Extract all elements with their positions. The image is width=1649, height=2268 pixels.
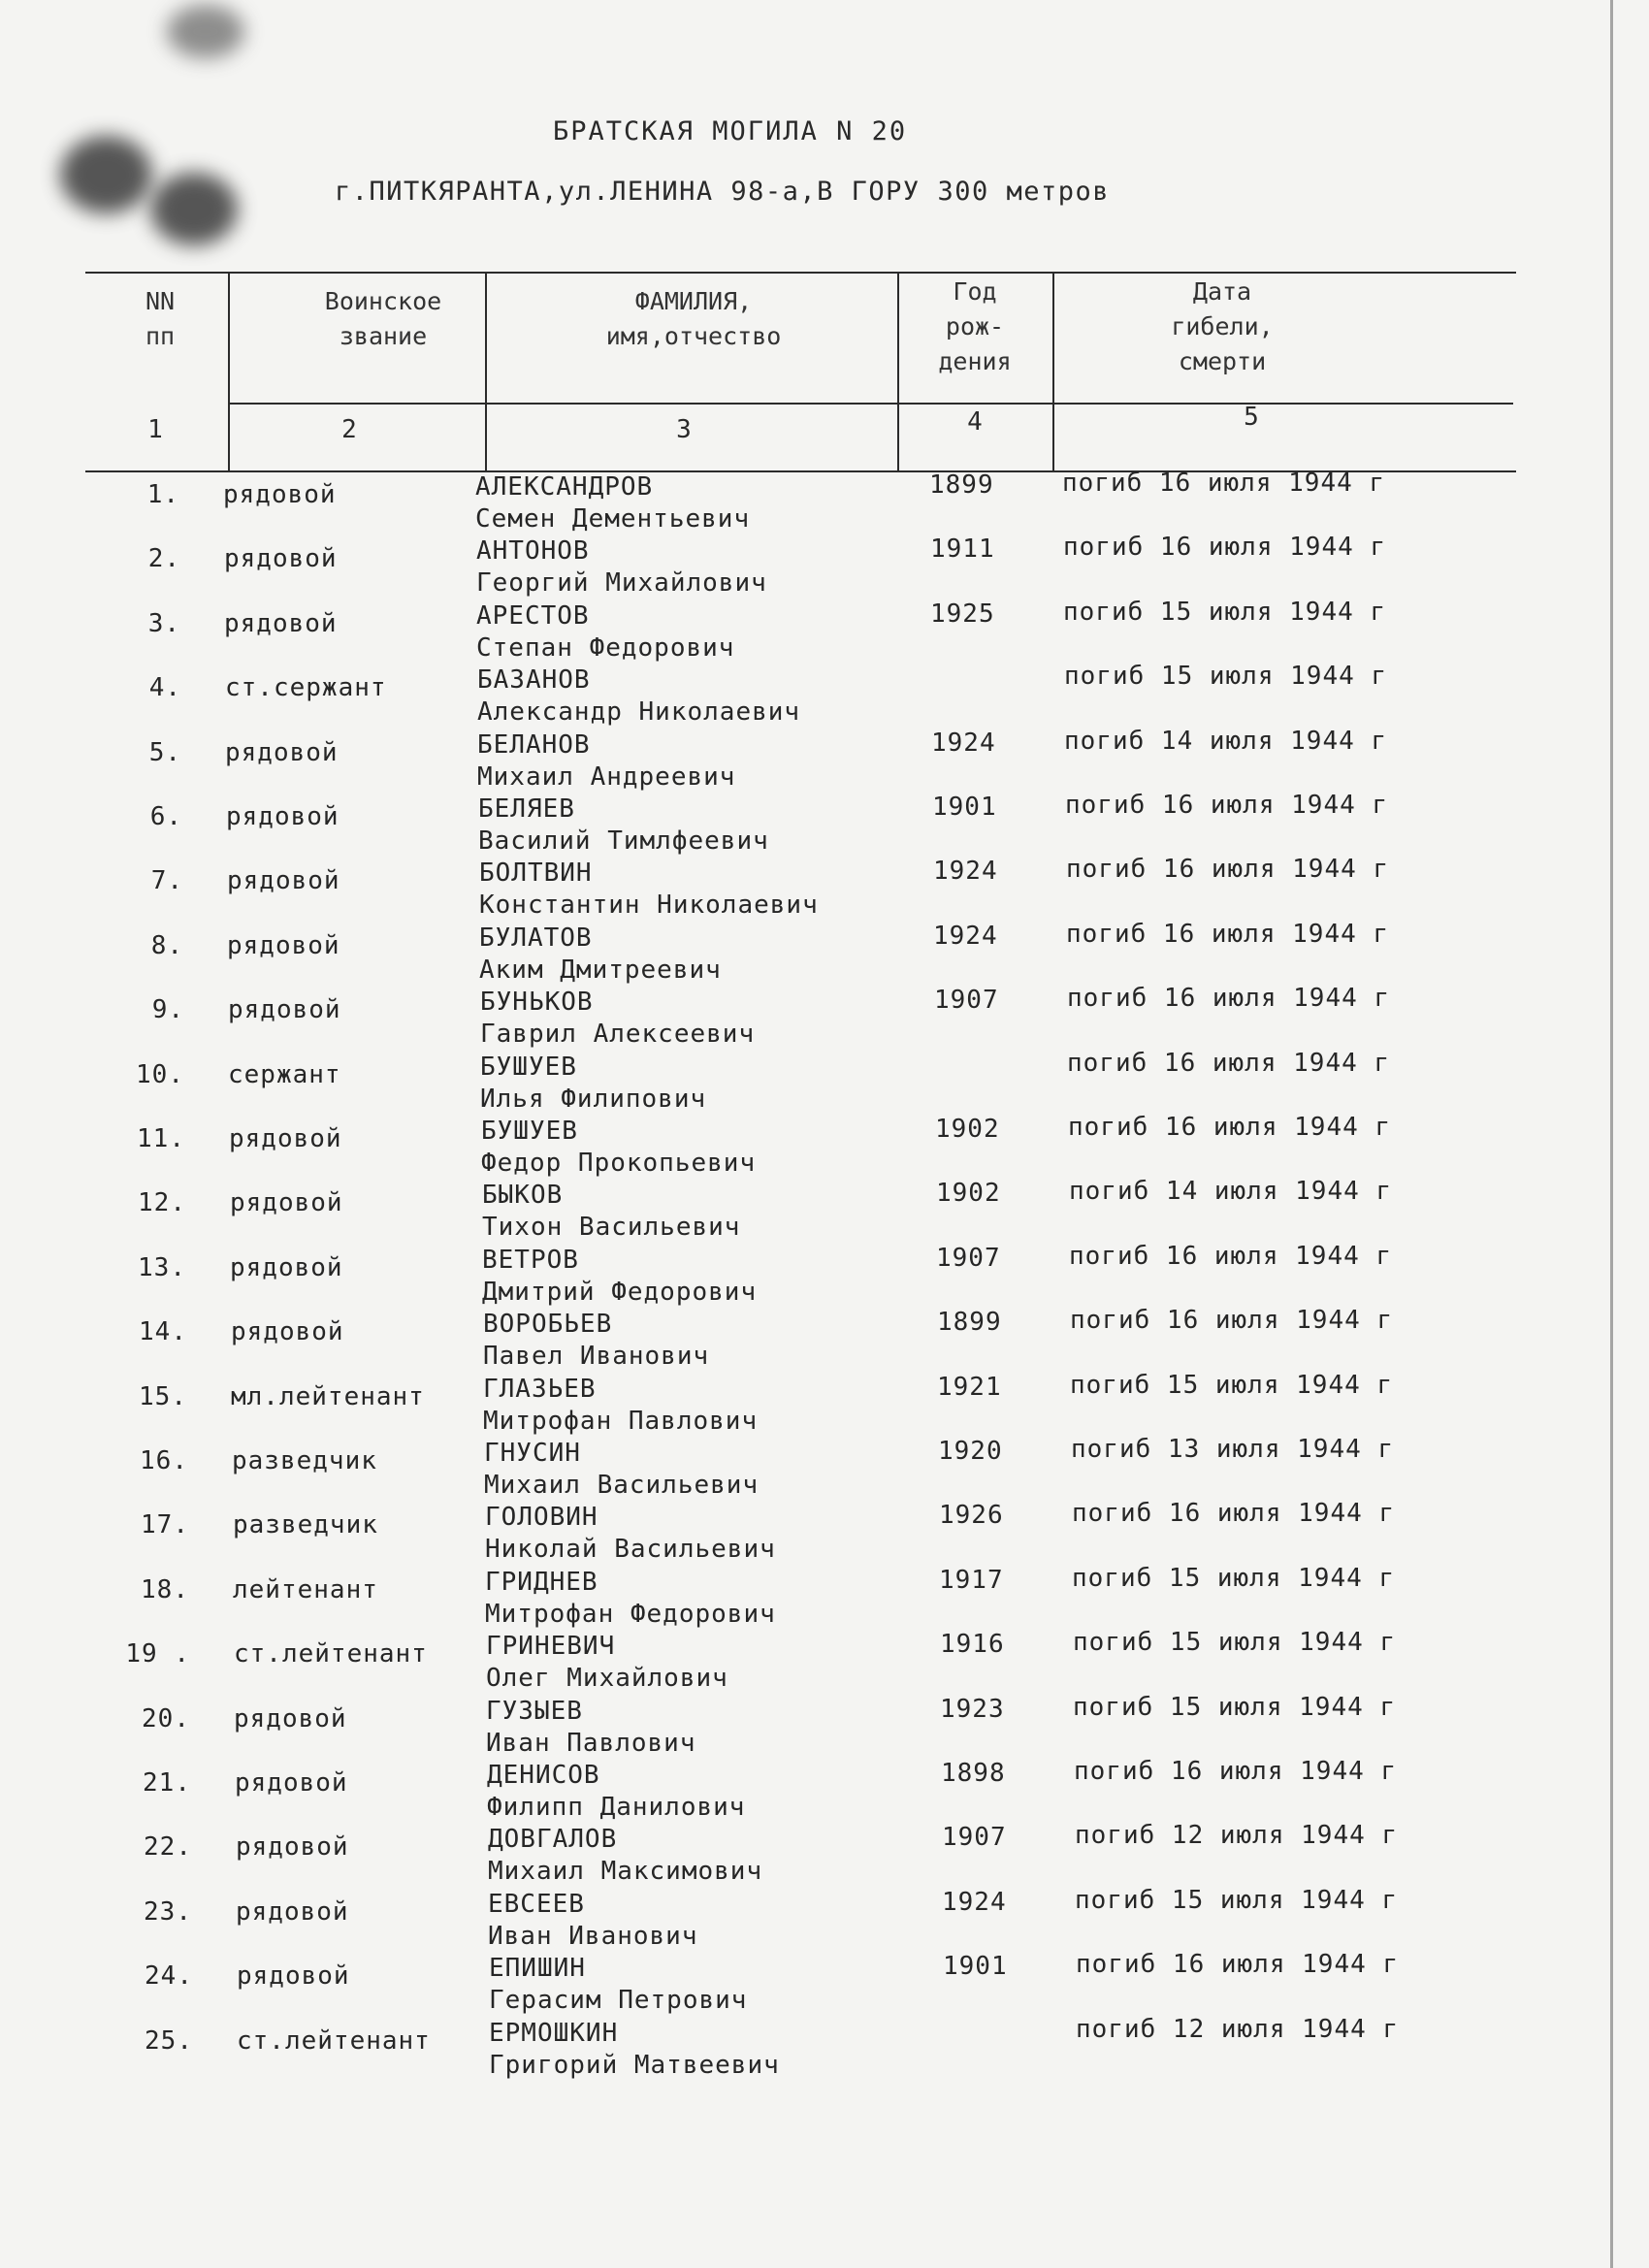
row-number: 10. [136,1060,184,1089]
row-number: 13. [138,1253,186,1282]
row-rank: ст.сержант [225,673,387,702]
row-number: 19 . [125,1639,190,1669]
row-rank: рядовой [227,931,340,960]
row-number: 12. [138,1188,186,1217]
row-number: 24. [145,1961,193,1991]
row-rank: рядовой [229,1124,342,1153]
row-given-names: Гаврил Алексеевич [480,1020,756,1049]
row-death-date: погиб 16 июля 1944 г [1074,1757,1398,1786]
row-number: 8. [150,931,183,960]
row-birth-year: 1925 [930,599,995,629]
row-given-names: Иван Иванович [488,1922,698,1951]
row-given-names: Александр Николаевич [477,697,801,727]
row-death-date: погиб 15 июля 1944 г [1063,598,1387,627]
row-given-names: Дмитрий Федорович [482,1278,758,1307]
row-given-names: Иван Павлович [486,1729,696,1758]
row-birth-year: 1924 [933,857,998,886]
row-number: 20. [142,1704,190,1733]
row-surname: АЛЕКСАНДРОВ [475,472,654,502]
row-rank: рядовой [230,1253,343,1282]
column-number: 3 [676,415,692,444]
row-surname: ДЕНИСОВ [487,1761,600,1790]
row-death-date: погиб 16 июля 1944 г [1067,1049,1391,1078]
row-surname: ДОВГАЛОВ [488,1825,618,1854]
row-number: 1. [146,480,179,509]
row-rank: рядовой [234,1704,347,1733]
row-rank: рядовой [230,1188,343,1217]
row-surname: БУШУЕВ [481,1117,578,1146]
row-rank: разведчик [232,1446,377,1475]
row-number: 21. [143,1768,191,1798]
row-given-names: Филипп Данилович [487,1793,746,1822]
row-number: 7. [150,866,183,895]
row-surname: БУШУЕВ [480,1053,577,1082]
row-death-date: погиб 16 июля 1944 г [1067,984,1391,1013]
row-death-date: погиб 16 июля 1944 г [1068,1113,1392,1142]
row-surname: ГРИНЕВИЧ [486,1632,616,1661]
row-death-date: погиб 16 июля 1944 г [1066,920,1390,949]
header-name: ФАМИЛИЯ, имя,отчество [605,287,782,350]
row-death-date: погиб 16 июля 1944 г [1069,1242,1393,1271]
row-surname: ВОРОБЬЕВ [483,1310,613,1339]
document-title: БРАТСКАЯ МОГИЛА N 20 [553,116,908,146]
row-number: 17. [141,1510,189,1539]
ink-smudge [150,173,238,245]
row-surname: ЕРМОШКИН [489,2019,619,2048]
row-surname: БЕЛАНОВ [477,730,591,760]
row-birth-year: 1902 [935,1115,1000,1144]
row-given-names: Олег Михайлович [486,1664,728,1693]
row-surname: ЕВСЕЕВ [488,1890,585,1919]
row-given-names: Герасим Петрович [489,1986,748,2015]
header-rank: Воинское звание [324,287,442,350]
header-birth-year: Год рож- дения [938,277,1012,375]
ink-smudge [60,136,152,213]
row-number: 16. [140,1446,188,1475]
row-number: 18. [141,1575,189,1604]
row-death-date: погиб 14 июля 1944 г [1064,727,1388,756]
row-given-names: Митрофан Павлович [483,1407,759,1436]
row-rank: рядовой [225,738,339,767]
row-number: 25. [145,2026,193,2056]
row-death-date: погиб 16 июля 1944 г [1066,855,1390,884]
row-given-names: Илья Филипович [480,1085,707,1114]
row-surname: АРЕСТОВ [476,601,590,631]
row-surname: ГОЛОВИН [485,1503,598,1532]
row-number: 3. [147,609,180,638]
row-birth-year: 1920 [938,1437,1003,1466]
row-number: 23. [144,1897,192,1927]
row-rank: рядовой [227,866,340,895]
row-rank: мл.лейтенант [231,1382,425,1411]
row-number: 15. [139,1382,187,1411]
row-birth-year: 1898 [941,1759,1006,1788]
row-birth-year: 1907 [936,1244,1001,1273]
header-death-date: Дата гибели, смерти [1171,277,1274,375]
row-rank: рядовой [235,1768,348,1798]
row-rank: рядовой [236,1897,349,1927]
row-death-date: погиб 16 июля 1944 г [1076,1950,1400,1979]
row-rank: рядовой [228,995,341,1024]
row-rank: рядовой [236,1832,349,1862]
row-death-date: погиб 15 июля 1944 г [1073,1628,1397,1657]
row-given-names: Григорий Матвеевич [489,2051,780,2080]
row-number: 22. [144,1832,192,1862]
row-birth-year: 1901 [943,1952,1008,1981]
row-birth-year: 1924 [931,729,996,758]
column-number: 2 [341,415,357,444]
row-rank: разведчик [233,1510,378,1539]
row-given-names: Константин Николаевич [479,891,819,920]
row-birth-year: 1926 [939,1501,1004,1530]
row-surname: ГУЗЫЕВ [486,1697,583,1726]
row-surname: ГРИДНЕВ [485,1568,598,1597]
row-birth-year: 1924 [942,1888,1007,1917]
row-rank: рядовой [224,609,338,638]
row-birth-year: 1899 [929,470,994,500]
row-surname: АНТОНОВ [476,536,590,566]
row-birth-year: 1923 [940,1695,1005,1724]
row-death-date: погиб 13 июля 1944 г [1071,1435,1395,1464]
row-given-names: Михаил Максимович [488,1857,763,1886]
column-number: 4 [967,407,983,437]
row-given-names: Тихон Васильевич [482,1213,741,1242]
row-death-date: погиб 15 июля 1944 г [1075,1886,1399,1915]
row-given-names: Михаил Андреевич [477,762,736,792]
row-rank: ст.лейтенант [237,2026,431,2056]
row-number: 4. [148,673,181,702]
row-death-date: погиб 16 июля 1944 г [1072,1499,1396,1528]
row-number: 14. [139,1317,187,1346]
row-death-date: погиб 15 июля 1944 г [1072,1564,1396,1593]
row-rank: рядовой [231,1317,344,1346]
row-death-date: погиб 14 июля 1944 г [1069,1177,1393,1206]
row-birth-year: 1901 [932,793,997,822]
row-given-names: Семен Дементьевич [475,504,751,534]
ink-smudge [167,5,244,58]
row-death-date: погиб 15 июля 1944 г [1064,662,1388,691]
row-given-names: Аким Дмитреевич [479,956,722,985]
row-surname: БАЗАНОВ [477,665,591,695]
row-birth-year: 1899 [937,1308,1002,1337]
row-number: 9. [151,995,184,1024]
row-surname: ЕПИШИН [489,1954,586,1983]
header-number: NN пп [145,287,176,350]
row-death-date: погиб 16 июля 1944 г [1070,1306,1394,1335]
row-death-date: погиб 12 июля 1944 г [1075,1821,1399,1850]
row-surname: БОЛТВИН [479,859,593,888]
row-birth-year: 1907 [942,1823,1007,1852]
location-line: г.ПИТКЯРАНТА,ул.ЛЕНИНА 98-а,В ГОРУ 300 метров [335,177,1110,207]
row-surname: БЕЛЯЕВ [478,794,575,824]
row-surname: ГЛАЗЬЕВ [483,1375,597,1404]
row-rank: рядовой [224,544,338,573]
row-rank: рядовой [226,802,340,831]
row-death-date: погиб 12 июля 1944 г [1076,2015,1400,2044]
row-birth-year: 1907 [934,986,999,1015]
row-birth-year: 1917 [939,1566,1004,1595]
row-surname: ГНУСИН [484,1439,581,1468]
row-death-date: погиб 16 июля 1944 г [1062,469,1386,498]
row-birth-year: 1902 [936,1179,1001,1208]
row-given-names: Георгий Михайлович [476,568,767,598]
row-given-names: Михаил Васильевич [484,1471,760,1500]
row-given-names: Федор Прокопьевич [481,1149,757,1178]
row-number: 2. [147,544,180,573]
row-number: 11. [137,1124,185,1153]
column-number: 1 [147,415,163,444]
row-birth-year: 1911 [930,535,995,564]
row-birth-year: 1921 [937,1373,1002,1402]
row-given-names: Павел Иванович [483,1342,710,1371]
row-given-names: Митрофан Федорович [485,1600,776,1629]
row-death-date: погиб 15 июля 1944 г [1073,1693,1397,1722]
row-birth-year: 1916 [940,1630,1005,1659]
row-rank: рядовой [237,1961,350,1991]
row-given-names: Василий Тимлфеевич [478,826,769,856]
row-death-date: погиб 16 июля 1944 г [1065,791,1389,820]
row-rank: рядовой [223,480,337,509]
scan-edge [1610,0,1613,2268]
row-birth-year: 1924 [933,922,998,951]
row-given-names: Степан Федорович [476,633,735,663]
row-given-names: Николай Васильевич [485,1535,776,1564]
row-number: 5. [148,738,181,767]
row-surname: БУЛАТОВ [479,923,593,953]
row-rank: сержант [228,1060,341,1089]
row-rank: ст.лейтенант [234,1639,428,1669]
column-number: 5 [1244,403,1259,432]
row-rank: лейтенант [233,1575,378,1604]
row-surname: БЫКОВ [482,1181,564,1210]
row-number: 6. [149,802,182,831]
row-surname: БУНЬКОВ [480,988,594,1017]
row-death-date: погиб 16 июля 1944 г [1063,533,1387,562]
row-death-date: погиб 15 июля 1944 г [1070,1371,1394,1400]
row-surname: ВЕТРОВ [482,1246,579,1275]
